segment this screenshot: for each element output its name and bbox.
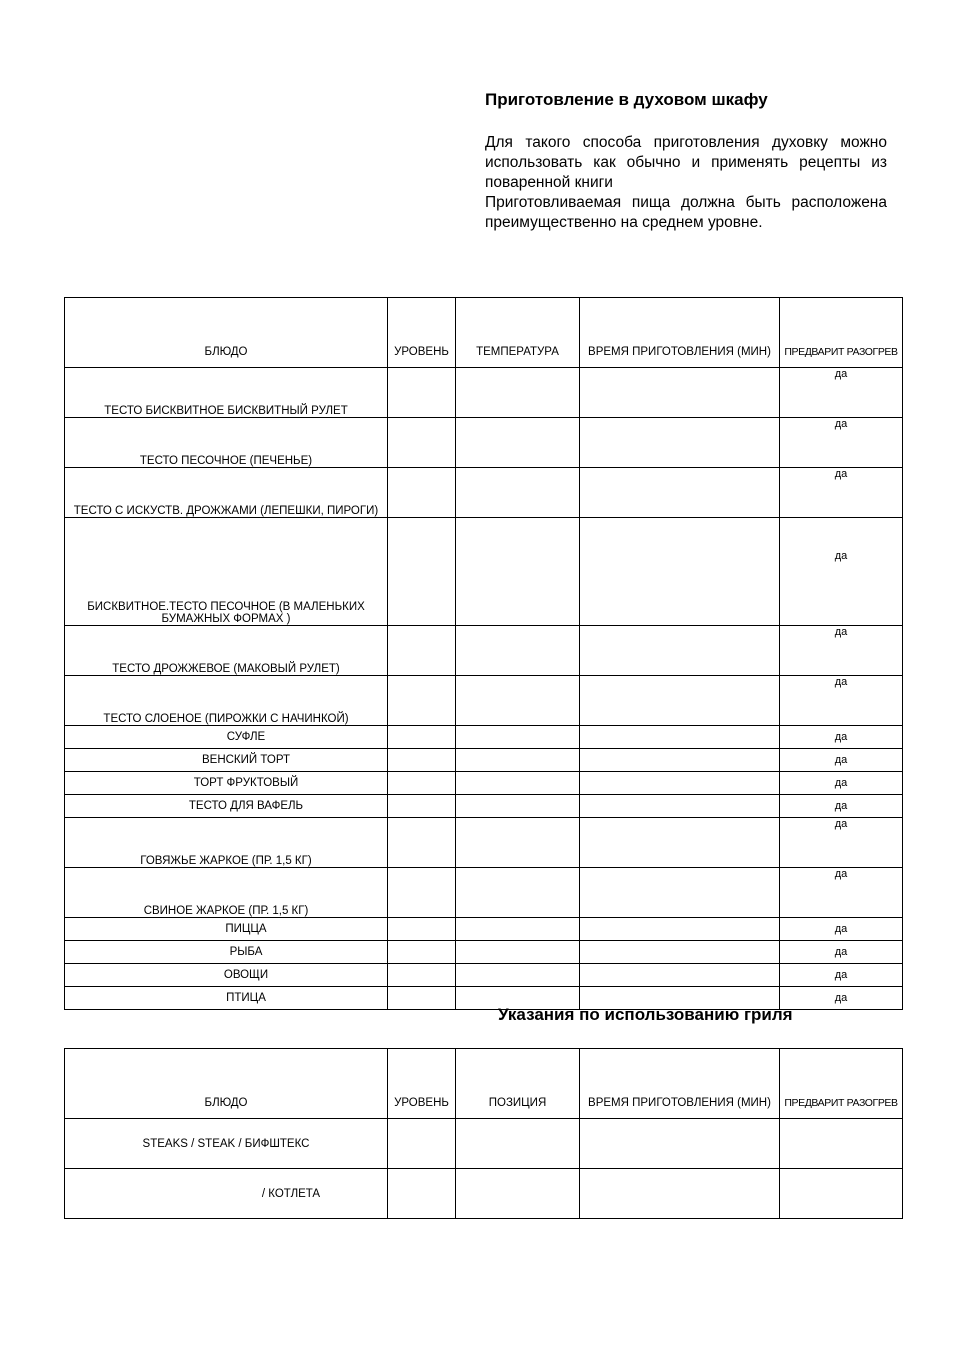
time-cell — [580, 918, 780, 941]
column-header-temperature: ТЕМПЕРАТУРА — [456, 298, 580, 368]
table-row — [65, 418, 903, 468]
dish-cell: ТЕСТО ПЕСОЧНОЕ (ПЕЧЕНЬЕ) — [65, 418, 388, 468]
table-row — [65, 868, 903, 918]
column-header-time: ВРЕМЯ ПРИГОТОВЛЕНИЯ (МИН) — [580, 1049, 780, 1119]
time-cell — [580, 518, 780, 626]
level-cell — [388, 626, 456, 676]
table-header-row — [65, 298, 903, 368]
time-cell — [580, 941, 780, 964]
level-cell — [388, 368, 456, 418]
dish-cell: / КОТЛЕТА — [65, 1169, 388, 1219]
temperature-cell — [456, 918, 580, 941]
level-cell — [388, 941, 456, 964]
level-cell — [388, 749, 456, 772]
time-cell — [580, 418, 780, 468]
table-row — [65, 918, 903, 941]
preheat-cell: да — [780, 818, 903, 868]
level-cell — [388, 868, 456, 918]
level-cell — [388, 918, 456, 941]
temperature-cell — [456, 468, 580, 518]
dish-cell: ПТИЦА — [65, 987, 388, 1010]
preheat-cell — [780, 1169, 903, 1219]
table-row — [65, 795, 903, 818]
column-header-level: УРОВЕНЬ — [388, 1049, 456, 1119]
time-cell — [580, 726, 780, 749]
time-cell — [580, 964, 780, 987]
preheat-cell: да — [780, 676, 903, 726]
column-header-time: ВРЕМЯ ПРИГОТОВЛЕНИЯ (МИН) — [580, 298, 780, 368]
table-row — [65, 1119, 903, 1169]
temperature-cell — [456, 795, 580, 818]
temperature-cell — [456, 772, 580, 795]
time-cell — [580, 368, 780, 418]
preheat-cell: да — [780, 868, 903, 918]
table-row — [65, 626, 903, 676]
dish-cell: ТЕСТО ДЛЯ ВАФЕЛЬ — [65, 795, 388, 818]
temperature-cell — [456, 368, 580, 418]
level-cell — [388, 964, 456, 987]
preheat-cell: да — [780, 518, 903, 626]
dish-cell: СВИНОЕ ЖАРКОЕ (ПР. 1,5 КГ) — [65, 868, 388, 918]
preheat-cell: да — [780, 964, 903, 987]
dish-cell: ТЕСТО СЛОЕНОЕ (ПИРОЖКИ С НАЧИНКОЙ) — [65, 676, 388, 726]
level-cell — [388, 418, 456, 468]
table-row — [65, 518, 903, 626]
preheat-cell: да — [780, 795, 903, 818]
table-row — [65, 468, 903, 518]
time-cell — [580, 795, 780, 818]
level-cell — [388, 726, 456, 749]
time-cell — [580, 1119, 780, 1169]
table-row — [65, 676, 903, 726]
level-cell — [388, 1169, 456, 1219]
column-header-preheat: ПРЕДВАРИТ РАЗОГРЕВ — [780, 298, 903, 368]
oven-intro — [485, 133, 887, 233]
temperature-cell — [456, 749, 580, 772]
preheat-cell: да — [780, 987, 903, 1010]
level-cell — [388, 468, 456, 518]
dish-cell: ВЕНСКИЙ ТОРТ — [65, 749, 388, 772]
oven-section-title: Приготовление в духовом шкафу — [485, 90, 768, 109]
time-cell — [580, 626, 780, 676]
level-cell — [388, 987, 456, 1010]
level-cell — [388, 1119, 456, 1169]
temperature-cell — [456, 964, 580, 987]
column-header-position: ПОЗИЦИЯ — [456, 1049, 580, 1119]
dish-cell: ТЕСТО С ИСКУСТВ. ДРОЖЖАМИ (ЛЕПЕШКИ, ПИРОГИ) — [65, 468, 388, 518]
time-cell — [580, 676, 780, 726]
preheat-cell: да — [780, 749, 903, 772]
temperature-cell — [456, 518, 580, 626]
level-cell — [388, 795, 456, 818]
time-cell — [580, 468, 780, 518]
time-cell — [580, 772, 780, 795]
table-row — [65, 941, 903, 964]
table-row — [65, 368, 903, 418]
dish-cell: ОВОЩИ — [65, 964, 388, 987]
preheat-cell: да — [780, 772, 903, 795]
intro-paragraph-1: Для такого способа приготовления духовку можно использовать как обычно и применять рецепты из поваренной книги — [485, 134, 887, 191]
preheat-cell: да — [780, 418, 903, 468]
dish-cell: ТЕСТО ДРОЖЖЕВОЕ (МАКОВЫЙ РУЛЕТ) — [65, 626, 388, 676]
table-row — [65, 749, 903, 772]
column-header-dish: БЛЮДО — [65, 1049, 388, 1119]
preheat-cell: да — [780, 368, 903, 418]
time-cell — [580, 818, 780, 868]
preheat-cell: да — [780, 468, 903, 518]
level-cell — [388, 518, 456, 626]
level-cell — [388, 772, 456, 795]
table-row — [65, 1169, 903, 1219]
table-row — [65, 964, 903, 987]
dish-cell: STEAKS / STEAK / БИФШТЕКС — [65, 1119, 388, 1169]
oven-table — [64, 297, 903, 1010]
grill-table — [64, 1048, 903, 1219]
dish-cell: ПИЦЦА — [65, 918, 388, 941]
column-header-level: УРОВЕНЬ — [388, 298, 456, 368]
preheat-cell: да — [780, 918, 903, 941]
dish-cell: СУФЛЕ — [65, 726, 388, 749]
preheat-cell: да — [780, 941, 903, 964]
time-cell — [580, 749, 780, 772]
dish-cell: ТЕСТО БИСКВИТНОЕ БИСКВИТНЫЙ РУЛЕТ — [65, 368, 388, 418]
temperature-cell — [456, 818, 580, 868]
preheat-cell: да — [780, 726, 903, 749]
temperature-cell — [456, 676, 580, 726]
grill-section-title: Указания по использованию гриля — [498, 1005, 793, 1024]
dish-cell: ТОРТ ФРУКТОВЫЙ — [65, 772, 388, 795]
dish-cell: ГОВЯЖЬЕ ЖАРКОЕ (ПР. 1,5 КГ) — [65, 818, 388, 868]
table-row — [65, 726, 903, 749]
dish-cell: РЫБА — [65, 941, 388, 964]
temperature-cell — [456, 626, 580, 676]
temperature-cell — [456, 868, 580, 918]
temperature-cell — [456, 418, 580, 468]
preheat-cell — [780, 1119, 903, 1169]
temperature-cell — [456, 726, 580, 749]
level-cell — [388, 676, 456, 726]
time-cell — [580, 1169, 780, 1219]
position-cell — [456, 1119, 580, 1169]
column-header-preheat: ПРЕДВАРИТ РАЗОГРЕВ — [780, 1049, 903, 1119]
level-cell — [388, 818, 456, 868]
intro-paragraph-2: Приготовливаемая пища должна быть расположена преимущественно на среднем уровне. — [485, 194, 887, 231]
preheat-cell: да — [780, 626, 903, 676]
dish-cell: БИСКВИТНОЕ.ТЕСТО ПЕСОЧНОЕ (В МАЛЕНЬКИХ БУМАЖНЫХ ФОРМАХ ) — [65, 518, 388, 626]
temperature-cell — [456, 941, 580, 964]
time-cell — [580, 868, 780, 918]
table-header-row — [65, 1049, 903, 1119]
position-cell — [456, 1169, 580, 1219]
column-header-dish: БЛЮДО — [65, 298, 388, 368]
table-row — [65, 818, 903, 868]
table-row — [65, 772, 903, 795]
